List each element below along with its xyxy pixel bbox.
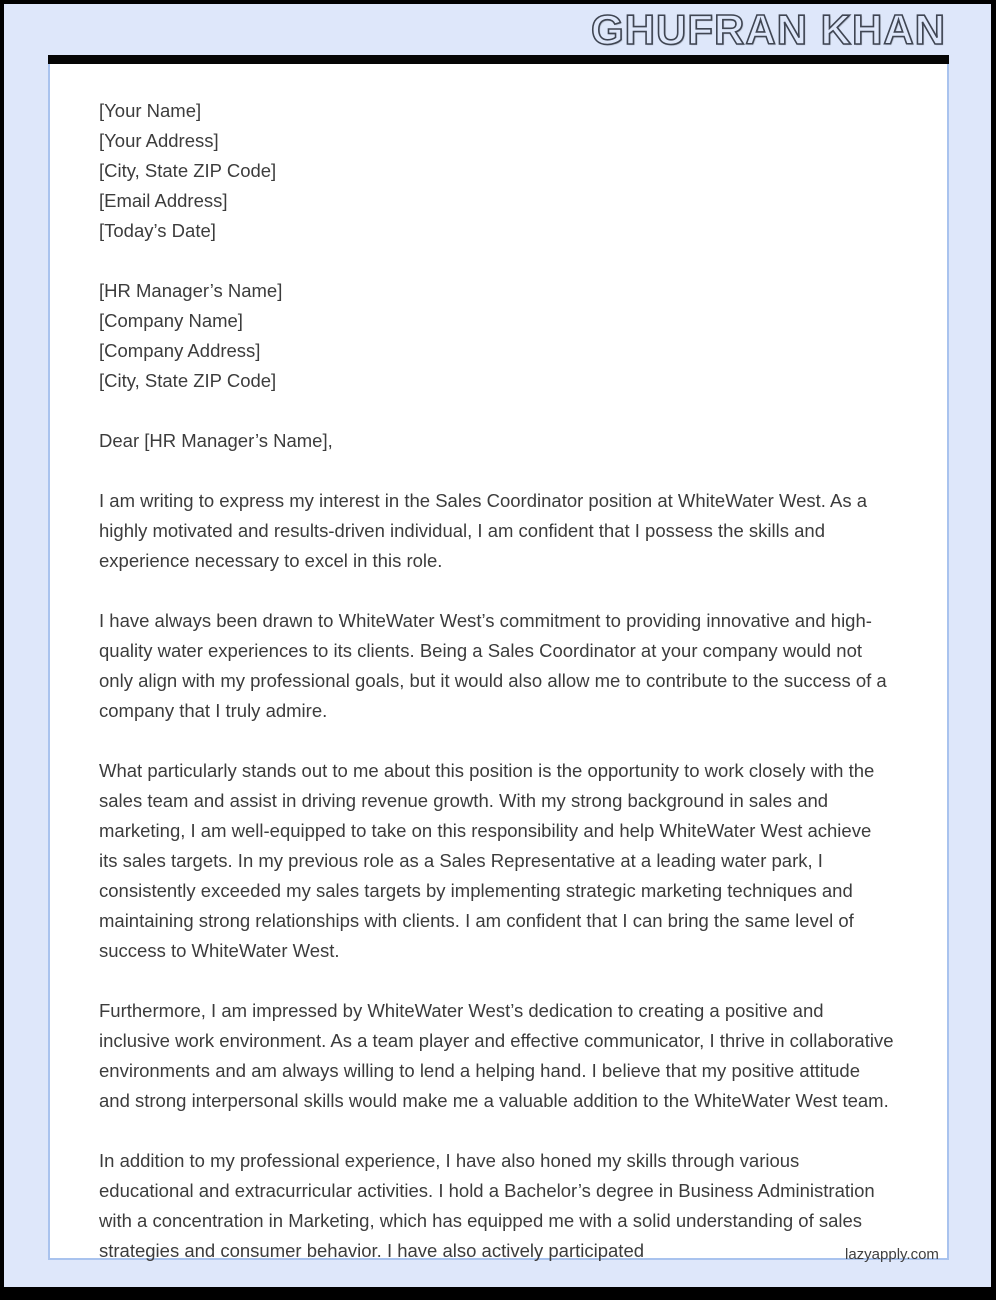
recipient-address-block — [99, 276, 894, 396]
sender-line: [City, State ZIP Code] — [99, 160, 277, 181]
body-paragraph: I am writing to express my interest in the Sales Coordinator position at WhiteWater West. As a highly motivated and results-driven individual, I am confident that I possess the skills and experience necessary to excel in this role. — [99, 490, 868, 571]
body-paragraph: Furthermore, I am impressed by WhiteWater West’s dedication to creating a positive and inclusive work environment. As a team player and effective communicator, I thrive in collaborative environments and am always willing to lend a helping hand. I believe that my positive attitude and strong interpersonal skills would make me a valuable addition to the WhiteWater West team. — [99, 1000, 894, 1111]
recipient-line: [HR Manager’s Name] — [99, 280, 283, 301]
letter-body — [99, 96, 894, 1296]
sender-address-block — [99, 96, 894, 246]
recipient-line: [City, State ZIP Code] — [99, 370, 277, 391]
sender-line: [Email Address] — [99, 190, 228, 211]
body-paragraph: In addition to my professional experience, I have also honed my skills through various educational and extracurricular activities. I hold a Bachelor’s degree in Business Administration with a concentration in Marketing, which has equipped me with a solid understanding of sales strategies and consumer behavior. I have also actively participated — [99, 1150, 875, 1261]
sender-line: [Your Name] — [99, 100, 202, 121]
body-paragraph: What particularly stands out to me about this position is the opportunity to work closely with the sales team and assist in driving revenue growth. With my strong background in sales and marketing, I am well-equipped to take on this responsibility and help WhiteWater West achieve its sales targets. In my previous role as a Sales Representative at a leading water park, I consistently exceeded my sales targets by implementing strategic marketing techniques and maintaining strong relationships with clients. I am confident that I can bring the same level of success to WhiteWater West. — [99, 760, 875, 961]
recipient-line: [Company Address] — [99, 340, 261, 361]
header-divider-bar — [48, 55, 949, 64]
recipient-line: [Company Name] — [99, 310, 243, 331]
lazyapply-watermark: lazyapply.com — [845, 1246, 939, 1263]
body-paragraph: I have always been drawn to WhiteWater West’s commitment to providing innovative and high-quality water experiences to its clients. Being a Sales Coordinator at your company would not only align with my professional goals, but it would also allow me to contribute to the success of a company that I truly admire. — [99, 610, 887, 721]
sender-line: [Your Address] — [99, 130, 219, 151]
brand-name-header: GHUFRAN KHAN — [591, 6, 946, 53]
sender-line: [Today’s Date] — [99, 220, 216, 241]
salutation: Dear [HR Manager’s Name], — [99, 430, 333, 451]
